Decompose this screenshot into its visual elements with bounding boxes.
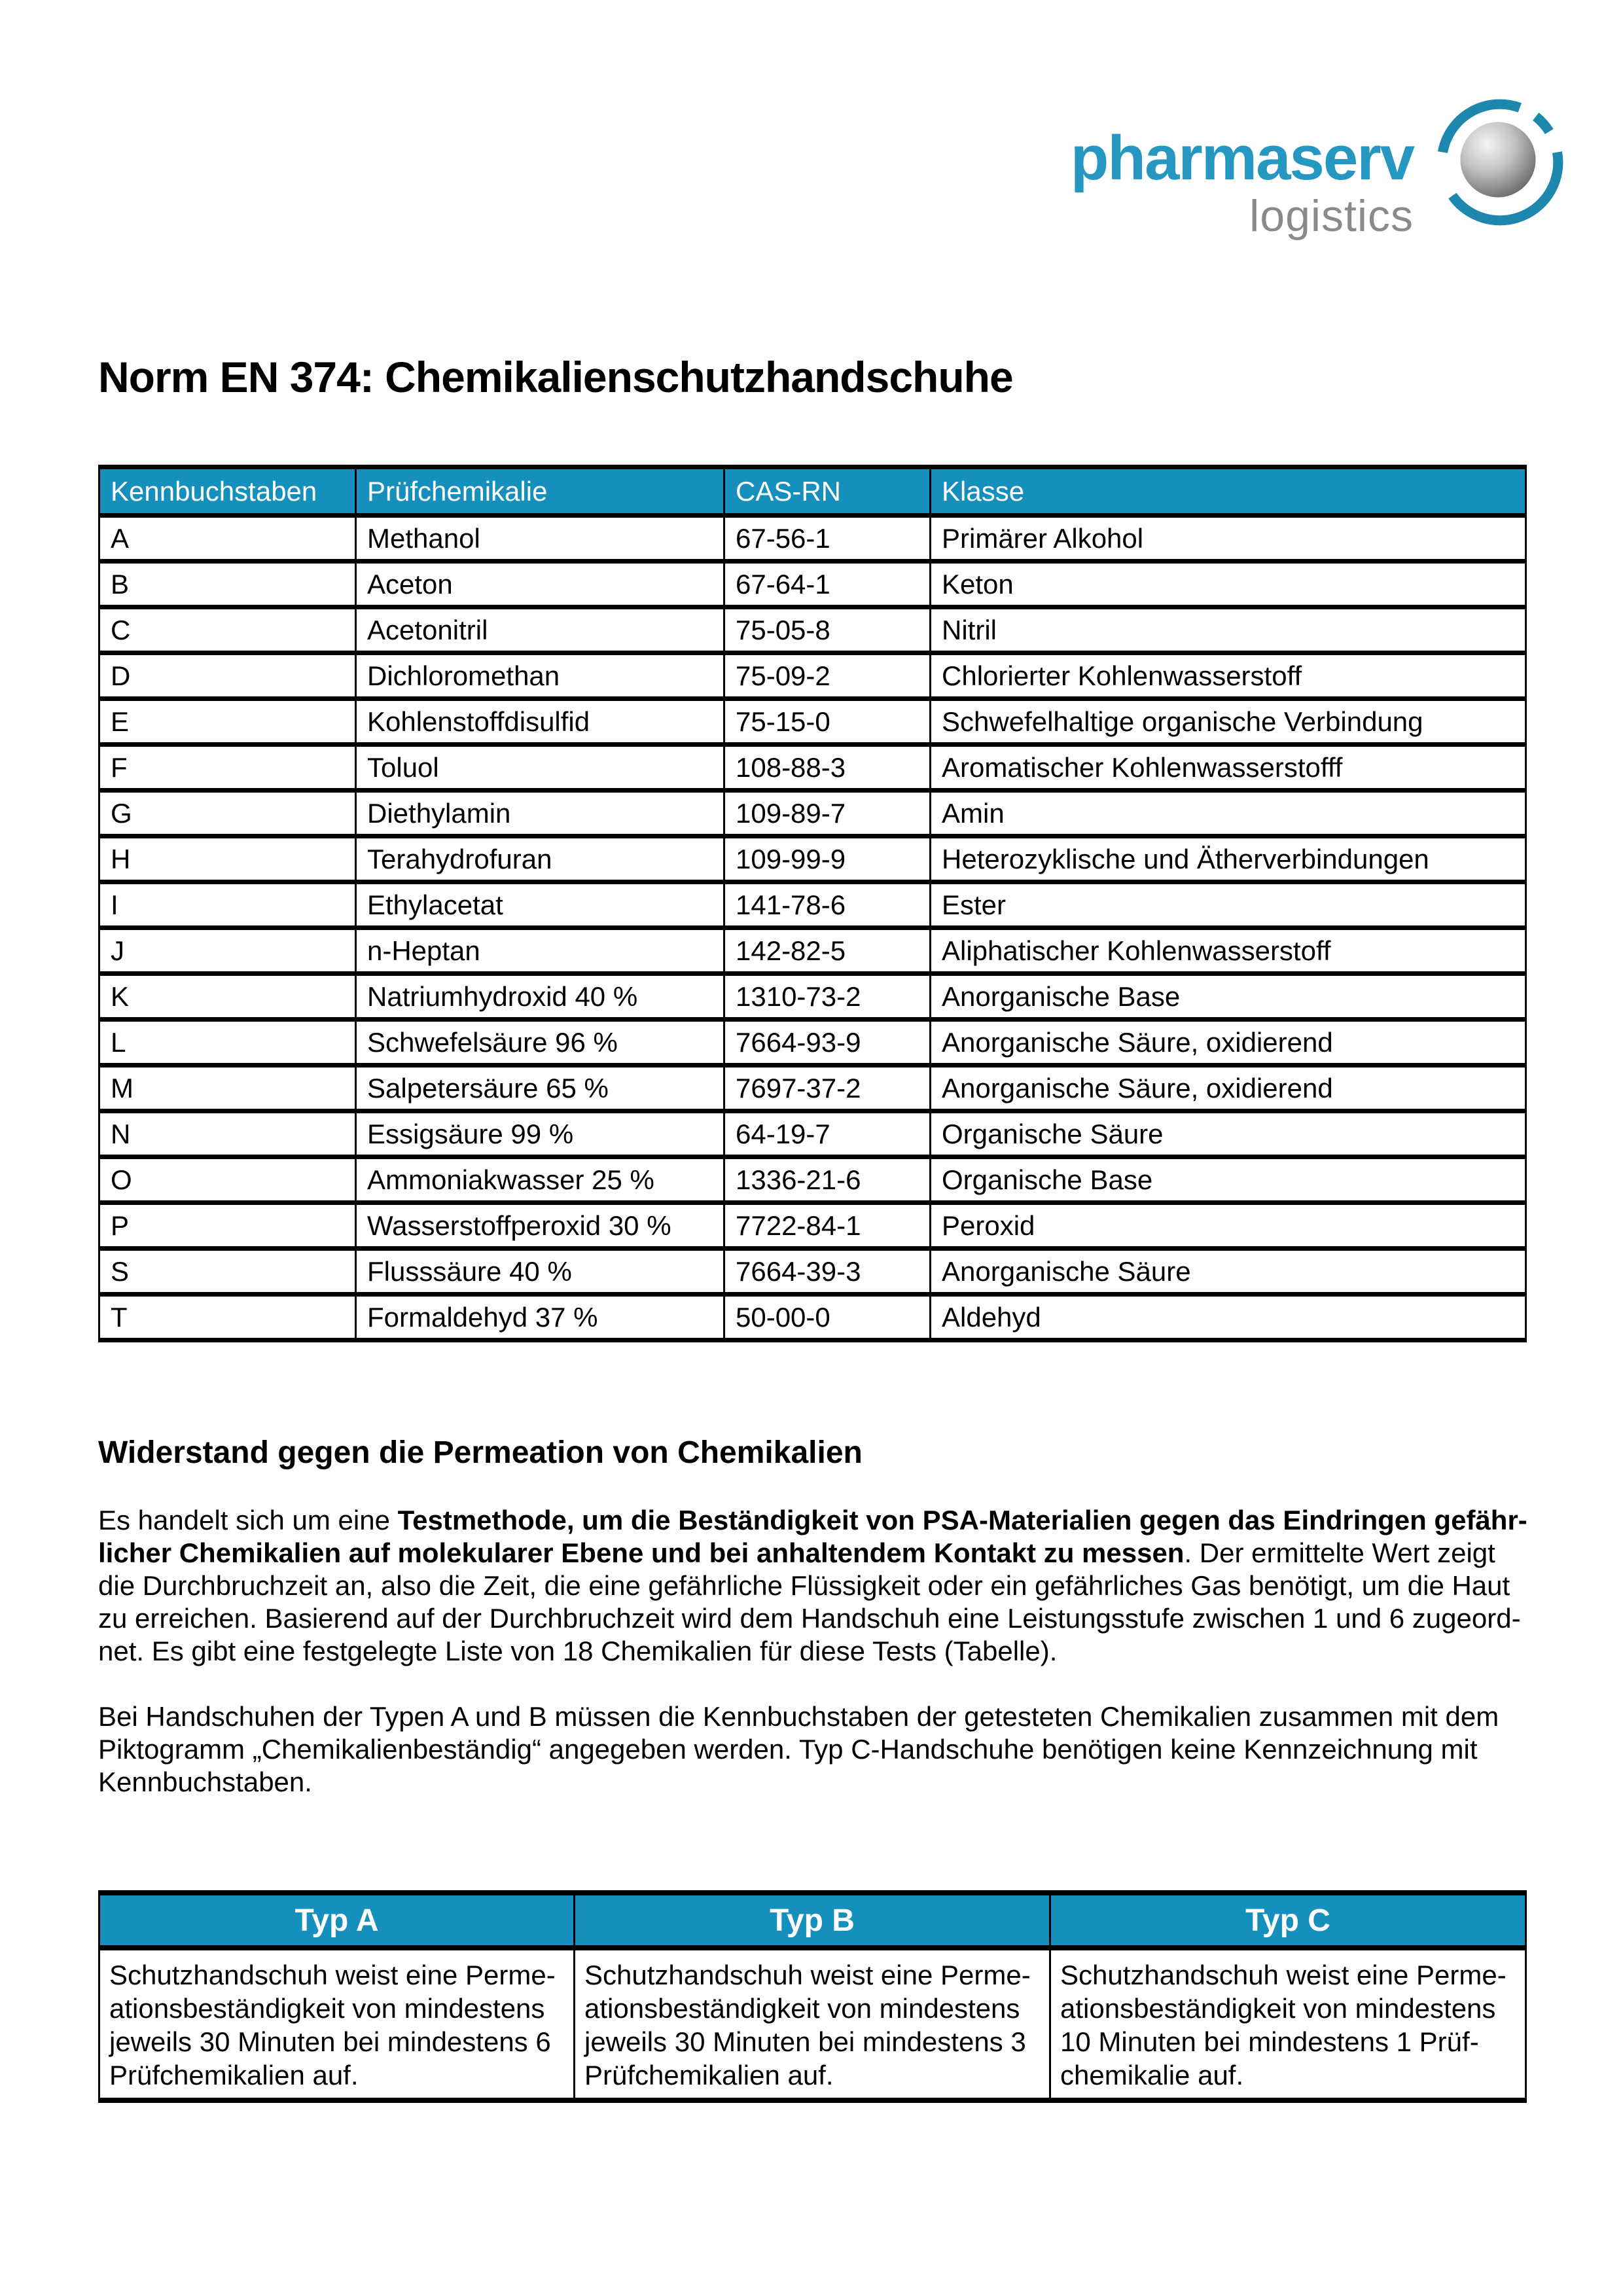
- paragraph-line: zu erreichen. Basierend auf der Durchbruchzeit wird dem Handschuh eine Leistungsstufe zwischen 1 und 6 zugeord-: [98, 1603, 1521, 1634]
- cell-text-line: Prüfchemikalien auf.: [584, 2060, 834, 2090]
- bold-text-segment: Testmethode, um die Beständigkeit von PSA-Materialien gegen das Eindringen gefähr-: [397, 1505, 1527, 1535]
- cell-letter: N: [99, 1111, 356, 1157]
- cell-chemical: Flusssäure 40 %: [356, 1249, 724, 1295]
- chemicals-table-header-row: [99, 467, 1526, 516]
- table-row: [99, 882, 1526, 928]
- table-row: [99, 1249, 1526, 1295]
- cell-letter: D: [99, 653, 356, 699]
- table-row: [99, 791, 1526, 836]
- cell-class: Anorganische Säure, oxidierend: [931, 1020, 1526, 1066]
- cell-text-line: chemikalie auf.: [1060, 2060, 1244, 2090]
- cell-letter: M: [99, 1066, 356, 1111]
- table-row: [99, 562, 1526, 607]
- cell-letter: T: [99, 1295, 356, 1340]
- chemicals-table: [98, 465, 1527, 1342]
- cell-chemical: Ethylacetat: [356, 882, 724, 928]
- typ-a-description: [99, 1948, 575, 2100]
- table-row: [99, 1066, 1526, 1111]
- cell-cas-number: 75-09-2: [724, 653, 931, 699]
- cell-chemical: Diethylamin: [356, 791, 724, 836]
- column-header-cas-rn: CAS-RN: [724, 467, 931, 516]
- cell-class: Anorganische Säure, oxidierend: [931, 1066, 1526, 1111]
- glove-types-header-row: [99, 1893, 1526, 1948]
- cell-cas-number: 1310-73-2: [724, 974, 931, 1020]
- cell-cas-number: 142-82-5: [724, 928, 931, 974]
- table-row: [99, 1020, 1526, 1066]
- cell-letter: G: [99, 791, 356, 836]
- cell-class: Organische Säure: [931, 1111, 1526, 1157]
- cell-class: Anorganische Base: [931, 974, 1526, 1020]
- cell-chemical: Methanol: [356, 516, 724, 562]
- page-title: Norm EN 374: Chemikalienschutzhandschuhe: [98, 353, 1013, 401]
- cell-class: Keton: [931, 562, 1526, 607]
- cell-letter: L: [99, 1020, 356, 1066]
- cell-class: Anorganische Säure: [931, 1249, 1526, 1295]
- cell-cas-number: 1336-21-6: [724, 1157, 931, 1203]
- company-logo: [1070, 93, 1569, 241]
- cell-letter: F: [99, 745, 356, 791]
- cell-class: Schwefelhaltige organische Verbindung: [931, 699, 1526, 745]
- column-header-pruefchemikalie: Prüfchemikalie: [356, 467, 724, 516]
- table-row: [99, 607, 1526, 653]
- cell-letter: B: [99, 562, 356, 607]
- cell-letter: H: [99, 836, 356, 882]
- paragraph-line: Bei Handschuhen der Typen A und B müssen die Kennbuchstaben der getesteten Chemikalien zusammen mit dem: [98, 1701, 1499, 1732]
- logo-globe-icon: [1431, 93, 1569, 232]
- table-row: [99, 516, 1526, 562]
- typ-b-description: [575, 1948, 1050, 2100]
- globe-sphere: [1460, 122, 1535, 197]
- cell-cas-number: 75-15-0: [724, 699, 931, 745]
- text-segment: Es handelt sich um eine: [98, 1505, 398, 1535]
- cell-text-line: jeweils 30 Minuten bei mindestens 3: [584, 2026, 1026, 2057]
- table-row: [99, 1111, 1526, 1157]
- cell-text-line: Schutzhandschuh weist eine Perme-: [1060, 1960, 1507, 1990]
- table-row: [99, 1295, 1526, 1340]
- cell-letter: K: [99, 974, 356, 1020]
- cell-chemical: Toluol: [356, 745, 724, 791]
- cell-chemical: Kohlenstoffdisulfid: [356, 699, 724, 745]
- cell-cas-number: 141-78-6: [724, 882, 931, 928]
- cell-chemical: Natriumhydroxid 40 %: [356, 974, 724, 1020]
- cell-chemical: Essigsäure 99 %: [356, 1111, 724, 1157]
- cell-class: Ester: [931, 882, 1526, 928]
- marking-paragraph: [98, 1700, 1531, 1799]
- typ-c-description: [1050, 1948, 1526, 2100]
- logo-wordmark: pharmaserv: [1070, 123, 1414, 193]
- paragraph-line: [98, 1504, 1531, 1537]
- cell-text-line: ationsbeständigkeit von mindestens: [109, 1993, 545, 2024]
- cell-chemical: Wasserstoffperoxid 30 %: [356, 1203, 724, 1249]
- cell-cas-number: 7664-39-3: [724, 1249, 931, 1295]
- table-row: [99, 653, 1526, 699]
- column-header-typ-a: Typ A: [99, 1893, 575, 1948]
- cell-cas-number: 50-00-0: [724, 1295, 931, 1340]
- column-header-typ-c: Typ C: [1050, 1893, 1526, 1948]
- cell-class: Aldehyd: [931, 1295, 1526, 1340]
- cell-text-line: jeweils 30 Minuten bei mindestens 6: [109, 2026, 551, 2057]
- logo-text-block: [1070, 123, 1414, 241]
- cell-letter: A: [99, 516, 356, 562]
- cell-text-line: Schutzhandschuh weist eine Perme-: [109, 1960, 556, 1990]
- cell-cas-number: 75-05-8: [724, 607, 931, 653]
- cell-letter: P: [99, 1203, 356, 1249]
- paragraph-line: Kennbuchstaben.: [98, 1767, 312, 1797]
- cell-cas-number: 7697-37-2: [724, 1066, 931, 1111]
- cell-class: Peroxid: [931, 1203, 1526, 1249]
- cell-chemical: Acetonitril: [356, 607, 724, 653]
- column-header-klasse: Klasse: [931, 467, 1526, 516]
- table-row: [99, 1157, 1526, 1203]
- glove-types-table: [98, 1890, 1527, 2103]
- cell-class: Nitril: [931, 607, 1526, 653]
- cell-letter: S: [99, 1249, 356, 1295]
- cell-chemical: Dichloromethan: [356, 653, 724, 699]
- cell-cas-number: 67-64-1: [724, 562, 931, 607]
- cell-cas-number: 7664-93-9: [724, 1020, 931, 1066]
- paragraph-line: net. Es gibt eine festgelegte Liste von 18 Chemikalien für diese Tests (Tabelle).: [98, 1636, 1058, 1666]
- section-heading: Widerstand gegen die Permeation von Chemikalien: [98, 1435, 863, 1470]
- paragraph-line: Piktogramm „Chemikalienbeständig“ angegeben werden. Typ C-Handschuhe benötigen keine Kennzeichnung mit: [98, 1734, 1478, 1765]
- logo-subtitle: logistics: [1249, 191, 1414, 241]
- cell-text-line: 10 Minuten bei mindestens 1 Prüf-: [1060, 2026, 1479, 2057]
- cell-class: Primärer Alkohol: [931, 516, 1526, 562]
- cell-class: Chlorierter Kohlenwasserstoff: [931, 653, 1526, 699]
- cell-chemical: Formaldehyd 37 %: [356, 1295, 724, 1340]
- text-segment: . Der ermittelte Wert zeigt: [1184, 1537, 1495, 1568]
- column-header-typ-b: Typ B: [575, 1893, 1050, 1948]
- cell-chemical: Aceton: [356, 562, 724, 607]
- cell-chemical: n-Heptan: [356, 928, 724, 974]
- cell-class: Aromatischer Kohlenwasserstofff: [931, 745, 1526, 791]
- cell-letter: I: [99, 882, 356, 928]
- cell-cas-number: 109-99-9: [724, 836, 931, 882]
- cell-cas-number: 108-88-3: [724, 745, 931, 791]
- paragraph-line: [98, 1537, 1531, 1570]
- cell-letter: J: [99, 928, 356, 974]
- table-row: [99, 928, 1526, 974]
- cell-letter: O: [99, 1157, 356, 1203]
- cell-class: Aliphatischer Kohlenwasserstoff: [931, 928, 1526, 974]
- table-row: [99, 745, 1526, 791]
- bold-text-segment: licher Chemikalien auf molekularer Ebene und bei anhaltendem Kontakt zu messen: [98, 1537, 1185, 1568]
- cell-cas-number: 67-56-1: [724, 516, 931, 562]
- cell-class: Amin: [931, 791, 1526, 836]
- cell-class: Organische Base: [931, 1157, 1526, 1203]
- cell-chemical: Schwefelsäure 96 %: [356, 1020, 724, 1066]
- cell-chemical: Terahydrofuran: [356, 836, 724, 882]
- table-row: [99, 699, 1526, 745]
- cell-cas-number: 7722-84-1: [724, 1203, 931, 1249]
- column-header-kennbuchstaben: Kennbuchstaben: [99, 467, 356, 516]
- intro-paragraph: [98, 1504, 1531, 1668]
- paragraph-line: die Durchbruchzeit an, also die Zeit, die eine gefährliche Flüssigkeit oder ein gefährliches Gas benötigt, um die Haut: [98, 1570, 1510, 1601]
- cell-text-line: ationsbeständigkeit von mindestens: [584, 1993, 1020, 2024]
- cell-chemical: Ammoniakwasser 25 %: [356, 1157, 724, 1203]
- cell-text-line: Schutzhandschuh weist eine Perme-: [584, 1960, 1031, 1990]
- cell-chemical: Salpetersäure 65 %: [356, 1066, 724, 1111]
- cell-text-line: ationsbeständigkeit von mindestens: [1060, 1993, 1496, 2024]
- table-row: [99, 1203, 1526, 1249]
- table-row: [99, 836, 1526, 882]
- glove-types-body-row: [99, 1948, 1526, 2100]
- cell-class: Heterozyklische und Ätherverbindungen: [931, 836, 1526, 882]
- table-row: [99, 974, 1526, 1020]
- cell-cas-number: 109-89-7: [724, 791, 931, 836]
- cell-letter: C: [99, 607, 356, 653]
- cell-letter: E: [99, 699, 356, 745]
- cell-text-line: Prüfchemikalien auf.: [109, 2060, 359, 2090]
- cell-cas-number: 64-19-7: [724, 1111, 931, 1157]
